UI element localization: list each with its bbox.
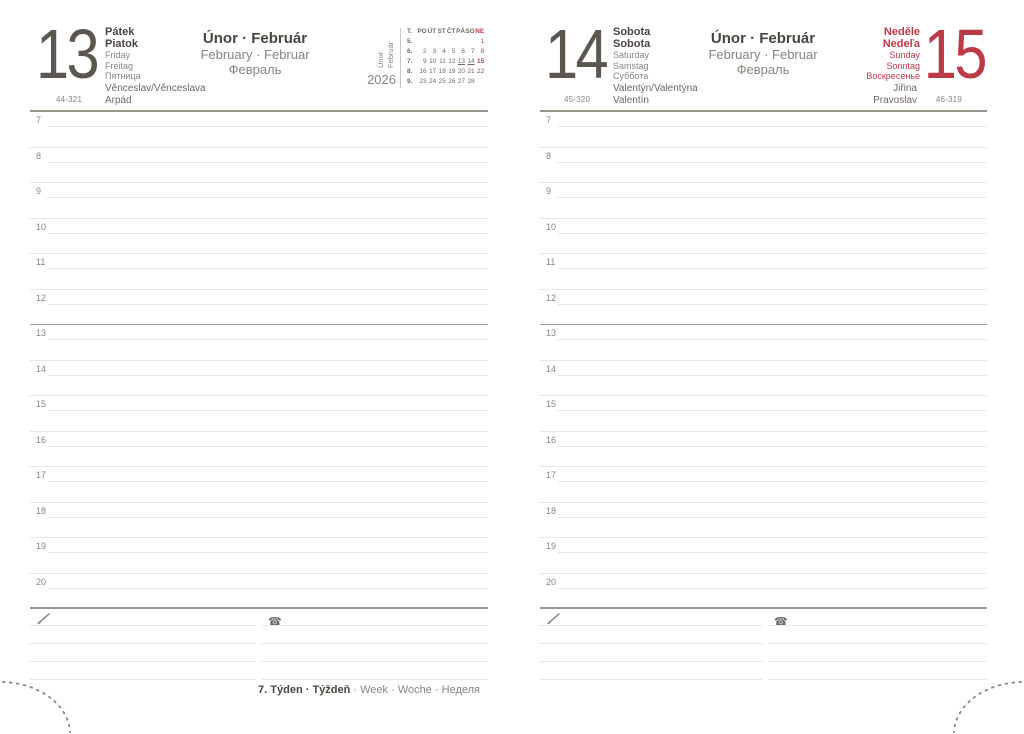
hour-label: 9 <box>546 186 552 196</box>
hour-row <box>30 183 488 219</box>
month-title: Únor · Február February · Februar Февраль <box>708 30 818 77</box>
half-hour-line <box>558 410 987 411</box>
hour-row <box>30 396 488 432</box>
hour-label: 15 <box>546 399 557 409</box>
half-hour-line <box>558 446 987 447</box>
hour-label: 19 <box>36 541 47 551</box>
hour-label: 14 <box>546 363 557 374</box>
hour-row <box>30 254 488 290</box>
hour-label: 7 <box>36 115 42 125</box>
weekday-names-15 <box>866 26 920 82</box>
hour-row <box>30 432 488 468</box>
weekday-sk: Sobota <box>613 38 651 50</box>
hour-row <box>540 467 987 503</box>
name-days-15: Jiřina Pravoslav <box>873 83 917 106</box>
weekday-ru: Суббота <box>613 71 649 81</box>
half-hour-line <box>558 552 987 553</box>
hour-label: 15 <box>36 399 47 409</box>
half-hour-line <box>48 197 488 198</box>
name-days-14: Valentýn/Valentýna Valentín <box>613 83 698 106</box>
hour-label: 8 <box>36 150 42 161</box>
hour-label: 7 <box>546 115 552 125</box>
hour-label: 19 <box>546 541 557 551</box>
day-of-year-13: 44-321 <box>56 95 83 104</box>
day-number-13: 13 <box>36 15 98 93</box>
note-line <box>30 644 256 662</box>
hour-label: 10 <box>546 221 557 232</box>
hour-row <box>540 432 987 468</box>
hour-row-midday <box>30 290 488 326</box>
half-hour-line <box>48 339 488 340</box>
day-of-year-15: 46-319 <box>935 95 962 104</box>
half-hour-line <box>48 233 488 234</box>
hour-row <box>30 503 488 539</box>
mini-calendar: T. PO ÚT ST ČT PÁ SO NE 5. 1 6. 2 3 4 5 6 7 8 7. 9 10 11 12 13 14 15 8. 16 17 18 19 20 21 22 9. 23 24 25 26 27 28 <box>407 28 485 85</box>
weekday-cs: Pátek <box>105 26 135 38</box>
weekday-en: Saturday <box>613 50 650 60</box>
week-footer <box>258 684 480 696</box>
hour-row <box>540 112 987 148</box>
half-hour-line <box>558 197 987 198</box>
hour-row <box>30 467 488 503</box>
hour-row <box>540 361 987 397</box>
right-page <box>540 15 987 720</box>
weekday-names-14 <box>613 26 650 82</box>
weekday-de: Freitag <box>105 60 134 71</box>
hour-label: 11 <box>36 257 46 267</box>
hour-label: 9 <box>36 186 42 196</box>
month-title: Únor · Február February · Februar Февраль <box>200 30 310 77</box>
note-line <box>768 644 987 662</box>
corner-perforation-right <box>944 678 1024 734</box>
phone-icon: ☎ <box>268 616 282 628</box>
weekday-sk: Nedeľa <box>882 38 920 50</box>
pencil-icon <box>36 612 51 625</box>
hour-row <box>540 538 987 574</box>
hour-row <box>540 254 987 290</box>
week-footer-rest: · Week · Woche · Неделя <box>350 684 480 696</box>
year-label: 2026 <box>367 72 396 87</box>
right-page-header <box>540 15 987 110</box>
hour-label: 18 <box>36 505 47 516</box>
weekday-names-13 <box>105 26 141 82</box>
half-hour-line <box>558 233 987 234</box>
weekday-ru: Воскресенье <box>866 71 920 81</box>
hour-row <box>30 112 488 148</box>
note-line <box>540 626 762 644</box>
half-hour-line <box>558 481 987 482</box>
hour-label: 20 <box>36 576 47 587</box>
weekday-en: Friday <box>105 50 131 60</box>
hour-label: 10 <box>36 221 47 232</box>
note-line <box>262 662 488 680</box>
hour-row-midday <box>540 290 987 326</box>
note-line <box>262 644 488 662</box>
hour-row <box>540 503 987 539</box>
corner-perforation-left <box>0 678 80 734</box>
hour-row <box>540 148 987 184</box>
half-hour-line <box>558 588 987 589</box>
hour-grid-left <box>30 110 488 609</box>
half-hour-line <box>558 517 987 518</box>
half-hour-line <box>48 268 488 269</box>
hour-label: 12 <box>36 292 47 303</box>
pencil-icon <box>546 612 561 625</box>
half-hour-line <box>48 162 488 163</box>
weekday-cs: Neděle <box>883 26 920 38</box>
weekday-cs: Sobota <box>613 26 651 38</box>
hour-row <box>30 361 488 397</box>
day-number-14: 14 <box>545 15 607 93</box>
hour-label: 20 <box>546 576 557 587</box>
hour-label: 13 <box>36 328 47 338</box>
hour-label: 11 <box>546 257 556 267</box>
hour-label: 17 <box>36 470 47 480</box>
weekday-de: Sonntag <box>886 60 920 71</box>
hour-row <box>540 325 987 361</box>
weekday-sk: Piatok <box>105 38 139 50</box>
half-hour-line <box>48 517 488 518</box>
calendar-divider <box>400 28 401 88</box>
note-line <box>540 662 762 680</box>
notes-section-left <box>30 607 488 680</box>
hour-label: 16 <box>36 434 47 445</box>
half-hour-line <box>558 375 987 376</box>
hour-label: 8 <box>546 150 552 161</box>
hour-row <box>540 219 987 255</box>
weekday-ru: Пятница <box>105 71 141 81</box>
half-hour-line <box>558 339 987 340</box>
half-hour-line <box>48 552 488 553</box>
hour-row <box>30 538 488 574</box>
hour-row <box>540 396 987 432</box>
half-hour-line <box>48 446 488 447</box>
hour-row <box>540 183 987 219</box>
half-hour-line <box>48 304 488 305</box>
hour-row <box>30 325 488 361</box>
hour-row <box>30 219 488 255</box>
note-line <box>30 626 256 644</box>
hour-grid-right <box>540 110 987 609</box>
day-number-15: 15 <box>923 15 985 93</box>
hour-label: 13 <box>546 328 557 338</box>
half-hour-line <box>558 304 987 305</box>
notes-section-right <box>540 607 987 680</box>
hour-row <box>30 148 488 184</box>
half-hour-line <box>48 481 488 482</box>
half-hour-line <box>48 375 488 376</box>
note-line <box>768 626 987 644</box>
hour-label: 12 <box>546 292 557 303</box>
half-hour-line <box>48 588 488 589</box>
hour-row <box>30 574 488 610</box>
half-hour-line <box>48 126 488 127</box>
note-line <box>540 644 762 662</box>
weekday-de: Samstag <box>613 60 649 71</box>
hour-label: 17 <box>546 470 557 480</box>
name-days-13: Věnceslav/Věnceslava Arpád <box>105 83 206 106</box>
half-hour-line <box>558 268 987 269</box>
hour-row <box>540 574 987 610</box>
half-hour-line <box>558 126 987 127</box>
hour-label: 16 <box>546 434 557 445</box>
weekday-en: Sunday <box>889 50 920 60</box>
day-of-year-14: 45-320 <box>564 95 591 104</box>
half-hour-line <box>558 162 987 163</box>
phone-icon: ☎ <box>774 616 788 628</box>
left-page <box>30 15 488 720</box>
hour-label: 18 <box>546 505 557 516</box>
week-footer-bold: 7. Týden · Týždeň <box>258 684 351 696</box>
note-line <box>262 626 488 644</box>
hour-label: 14 <box>36 363 47 374</box>
left-page-header: 13 Pátek Piatok Friday Freitag Пятница Věnceslav/Věnceslava Arpád 44-321 Únor · Február February · Februar Февраль Únor Február 2026 T. PO ÚT ST ČT PÁ SO NE 5. 1 6. 2 3 4 5 6 7 8 7. 9 10 11 12 13 14 15 8. 16 17 18 19 20 21 22 9. 23 24 25 26 27 28 <box>36 15 485 106</box>
half-hour-line <box>48 410 488 411</box>
